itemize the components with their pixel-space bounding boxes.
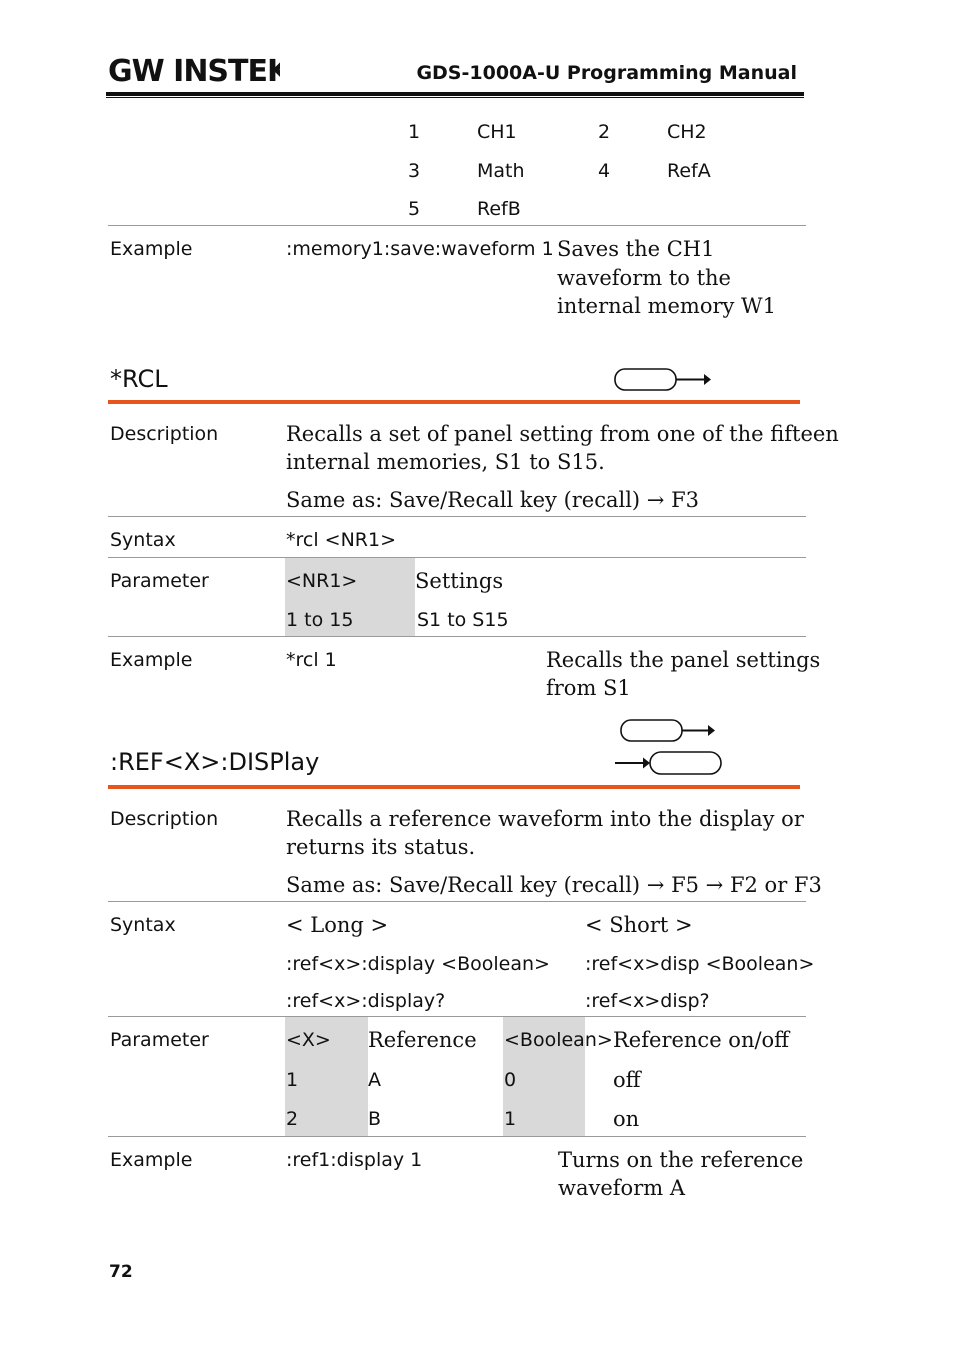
example-label: Example bbox=[110, 238, 193, 260]
syntax-query: :ref<x>:display? bbox=[286, 990, 446, 1012]
example-command: :memory1:save:waveform 1 bbox=[286, 238, 554, 260]
parameter-value: A bbox=[368, 1069, 381, 1091]
syntax-query: :ref<x>disp? bbox=[585, 990, 710, 1012]
description-label: Description bbox=[110, 423, 219, 445]
parameter-value: 0 bbox=[504, 1069, 517, 1091]
parameter-label: Parameter bbox=[110, 1029, 209, 1051]
table-cell: 4 bbox=[598, 160, 611, 182]
parameter-header: Reference bbox=[368, 1028, 477, 1052]
table-cell: 5 bbox=[408, 198, 421, 220]
same-as-text: Same as: Save/Recall key (recall) → F5 → F2 or F3 bbox=[286, 873, 822, 897]
table-cell: RefA bbox=[667, 160, 711, 182]
gw-instek-logo-icon bbox=[108, 54, 280, 84]
example-description-line: internal memory W1 bbox=[557, 294, 777, 318]
set-command-icon bbox=[619, 718, 719, 748]
table-cell: CH2 bbox=[667, 121, 707, 143]
parameter-name: <X> bbox=[286, 1029, 331, 1051]
section-title-rcl: *RCL bbox=[110, 365, 168, 393]
section-title-ref-display: :REF<X>:DISPlay bbox=[110, 748, 320, 776]
parameter-value: 2 bbox=[286, 1108, 299, 1130]
set-command-icon bbox=[613, 367, 713, 397]
parameter-label: Parameter bbox=[110, 570, 209, 592]
brand-logo bbox=[108, 54, 280, 84]
parameter-value: off bbox=[613, 1068, 641, 1092]
table-cell: 1 bbox=[408, 121, 421, 143]
table-cell: Math bbox=[477, 160, 525, 182]
parameter-value: 1 bbox=[504, 1108, 517, 1130]
header-rule-thick bbox=[106, 92, 804, 96]
same-as-text: Same as: Save/Recall key (recall) → F3 bbox=[286, 488, 700, 512]
table-cell: 3 bbox=[408, 160, 421, 182]
parameter-header: Settings bbox=[415, 569, 504, 593]
divider bbox=[108, 1016, 806, 1017]
syntax-command: :ref<x>disp <Boolean> bbox=[585, 953, 815, 975]
description-label: Description bbox=[110, 808, 219, 830]
parameter-value: B bbox=[368, 1108, 382, 1130]
syntax-command: *rcl <NR1> bbox=[286, 529, 397, 551]
example-command: :ref1:display 1 bbox=[286, 1149, 423, 1171]
syntax-label: Syntax bbox=[110, 914, 176, 936]
example-command: *rcl 1 bbox=[286, 649, 337, 671]
description-text: Recalls a reference waveform into the display or bbox=[286, 807, 804, 831]
description-text: internal memories, S1 to S15. bbox=[286, 450, 605, 474]
section-rule-rcl bbox=[108, 400, 800, 404]
example-description-line: Turns on the reference bbox=[558, 1148, 804, 1172]
parameter-name: <NR1> bbox=[286, 570, 358, 592]
page-number: 72 bbox=[109, 1262, 133, 1282]
parameter-value: S1 to S15 bbox=[417, 609, 509, 631]
parameter-value: 1 to 15 bbox=[286, 609, 354, 631]
description-text: returns its status. bbox=[286, 835, 476, 859]
example-description-line: from S1 bbox=[546, 676, 631, 700]
example-label: Example bbox=[110, 1149, 193, 1171]
parameter-name: <Boolean> bbox=[504, 1029, 613, 1051]
example-description-line: Recalls the panel settings bbox=[546, 648, 821, 672]
divider bbox=[108, 225, 806, 226]
divider bbox=[108, 557, 806, 558]
example-description-line: waveform to the bbox=[557, 266, 731, 290]
example-description-line: waveform A bbox=[558, 1176, 685, 1200]
divider bbox=[108, 1136, 806, 1137]
syntax-long-header: < Long > bbox=[286, 913, 389, 937]
svg-text:GW INSTEK: GW INSTEK bbox=[108, 54, 280, 84]
example-label: Example bbox=[110, 649, 193, 671]
description-text: Recalls a set of panel setting from one of the fifteen bbox=[286, 422, 839, 446]
divider bbox=[108, 636, 806, 637]
header-rule-thin bbox=[106, 97, 804, 98]
syntax-short-header: < Short > bbox=[585, 913, 693, 937]
syntax-label: Syntax bbox=[110, 529, 176, 551]
table-cell: CH1 bbox=[477, 121, 517, 143]
section-rule-ref-display bbox=[108, 785, 800, 789]
manual-title: GDS-1000A-U Programming Manual bbox=[416, 62, 797, 84]
syntax-command: :ref<x>:display <Boolean> bbox=[286, 953, 550, 975]
divider bbox=[108, 516, 806, 517]
table-cell: 2 bbox=[598, 121, 611, 143]
query-command-icon bbox=[613, 750, 725, 782]
table-cell: RefB bbox=[477, 198, 521, 220]
divider bbox=[108, 901, 806, 902]
parameter-value: 1 bbox=[286, 1069, 299, 1091]
parameter-header: Reference on/off bbox=[613, 1028, 790, 1052]
example-description-line: Saves the CH1 bbox=[557, 237, 715, 261]
parameter-value: on bbox=[613, 1107, 640, 1131]
